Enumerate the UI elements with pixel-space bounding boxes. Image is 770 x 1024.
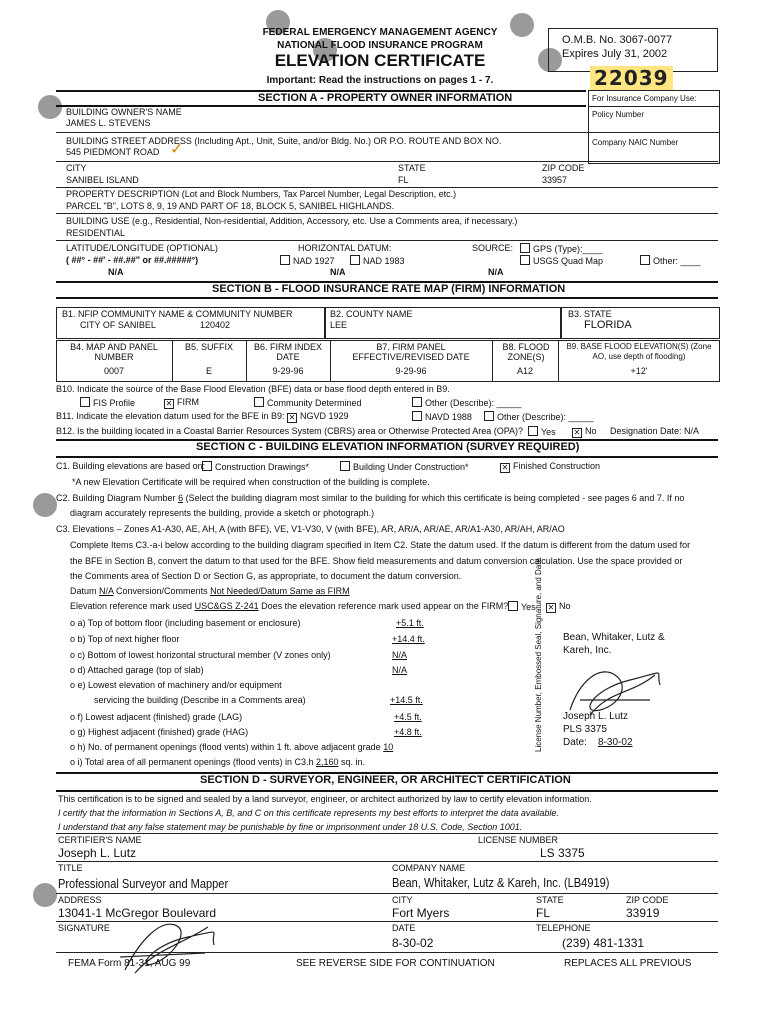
b4-value: 0007 bbox=[103, 366, 125, 376]
other-source-checkbox[interactable]: Other: ____ bbox=[640, 255, 701, 267]
section-c-heading: SECTION C - BUILDING ELEVATION INFORMATION (SURVEY REQUIRED) bbox=[196, 441, 580, 453]
false-statement-warning: I understand that any false statement may be punishable by fine or imprisonment under 18 U.S. Code, Section 1001. bbox=[58, 822, 523, 832]
city-label: CITY bbox=[66, 163, 87, 173]
zip-label: ZIP CODE bbox=[542, 163, 585, 173]
d-state: FL bbox=[536, 906, 551, 920]
elevation-item-value: +4.8 ft. bbox=[394, 727, 422, 737]
finished-construction-checkbox[interactable]: ✕ Finished Construction bbox=[501, 461, 601, 472]
new-certificate-note: *A new Elevation Certificate will be required when construction of the building is complete. bbox=[72, 477, 430, 487]
d-city: Fort Myers bbox=[392, 906, 450, 920]
b12-text: B12. Is the building located in a Coastal Barrier Resources System (CBRS) area or Otherwise Protected Area (OPA)? bbox=[56, 426, 524, 436]
elevation-reference-mark: Elevation reference mark used USC&GS Z-241 Does the elevation reference mark used appear on the FIRM? bbox=[70, 601, 509, 611]
elevation-item-label: o f) Lowest adjacent (finished) grade (LAG) bbox=[70, 712, 243, 722]
latlong-value: N/A bbox=[108, 267, 124, 277]
certifier-address: 13041-1 McGregor Boulevard bbox=[58, 906, 217, 920]
certifier-name-label: CERTIFIER'S NAME bbox=[58, 835, 142, 845]
b11-text: B11. Indicate the elevation datum used for the BFE in B9: ✕ NGVD 1929 bbox=[56, 411, 349, 422]
navd-checkbox[interactable]: NAVD 1988 bbox=[412, 411, 472, 423]
street-address: 545 PIEDMONT ROAD bbox=[66, 147, 160, 157]
d-zip-label: ZIP CODE bbox=[626, 895, 669, 905]
d-zip: 33919 bbox=[626, 906, 660, 920]
elevation-item-label: o g) Highest adjacent (finished) grade (HAG) bbox=[70, 727, 249, 737]
company-name: Bean, Whitaker, Lutz & Kareh, Inc. (LB4919) bbox=[392, 875, 610, 890]
elevation-item-label: o b) Top of next higher floor bbox=[70, 634, 180, 644]
flood-vent-count: o h) No. of permanent openings (flood vents) within 1 ft. above adjacent grade 10 bbox=[70, 742, 394, 752]
company-name-label: COMPANY NAME bbox=[392, 863, 466, 873]
reverse-side-note: SEE REVERSE SIDE FOR CONTINUATION bbox=[296, 958, 495, 969]
seal-company-cont: Kareh, Inc. bbox=[563, 645, 612, 656]
c3-paragraph-3: the Comments area of Section D or Section G, as appropriate, to document the datum conversion. bbox=[70, 571, 462, 581]
b5-value: E bbox=[205, 366, 212, 376]
elevation-item-value: +5.1 ft. bbox=[396, 618, 424, 628]
seal-name: Joseph L. Lutz bbox=[563, 711, 629, 722]
b2-label: B2. COUNTY NAME bbox=[330, 309, 413, 319]
checkmark-icon: ✓ bbox=[170, 141, 184, 158]
c2-text: C2. Building Diagram Number 6 (Select the building diagram most similar to the building for which this certificate is being completed - see pages 6 and 7. If no bbox=[56, 493, 685, 503]
b1-community-number: 120402 bbox=[200, 320, 231, 330]
c3-paragraph-1: Complete Items C3.-a-i below according to the building diagram specified in Item C2. State the datum used. If the datum is different from the datum used for bbox=[70, 540, 691, 550]
elevation-item-value: N/A bbox=[392, 650, 408, 660]
certifier-name: Joseph L. Lutz bbox=[58, 846, 137, 860]
b8-label: B8. FLOOD ZONE(S) bbox=[502, 342, 550, 362]
city-value: SANIBEL ISLAND bbox=[66, 175, 139, 185]
policy-number-label: Policy Number bbox=[592, 110, 645, 119]
erm-no-checkbox[interactable]: ✕ No bbox=[547, 601, 571, 612]
under-construction-checkbox[interactable]: Building Under Construction* bbox=[340, 461, 469, 473]
owner-name-label: BUILDING OWNER'S NAME bbox=[66, 107, 182, 117]
latlong-label: LATITUDE/LONGITUDE (OPTIONAL) bbox=[66, 243, 218, 253]
license-number: LS 3375 bbox=[540, 846, 585, 860]
elevation-item-value: +14.4 ft. bbox=[392, 634, 425, 644]
b1-community-name: CITY OF SANIBEL bbox=[80, 320, 156, 330]
seal-license: PLS 3375 bbox=[563, 724, 607, 735]
owner-name: JAMES L. STEVENS bbox=[66, 118, 151, 128]
agency-name: FEDERAL EMERGENCY MANAGEMENT AGENCY bbox=[262, 27, 498, 38]
page-title: ELEVATION CERTIFICATE bbox=[274, 51, 486, 70]
building-use: RESIDENTIAL bbox=[66, 228, 126, 238]
b7-label: B7. FIRM PANEL EFFECTIVE/REVISED DATE bbox=[352, 342, 470, 362]
b9-value: +12' bbox=[630, 366, 648, 376]
source-value: N/A bbox=[488, 267, 504, 277]
program-name: NATIONAL FLOOD INSURANCE PROGRAM bbox=[277, 40, 483, 51]
c3-text: C3. Elevations – Zones A1-A30, AE, AH, A (with BFE), VE, V1-V30, V (with BFE), AR, AR/A, AR/AE, AR/A1-A30, AR/AH, AR/AO bbox=[56, 524, 565, 534]
c3-paragraph-2: the BFE in Section B, convert the datum to that used for the BFE. Show field measurements and datum conversion calculation. Use the space provided or bbox=[70, 556, 683, 566]
community-checkbox[interactable]: Community Determined bbox=[254, 397, 362, 409]
nad1927-checkbox[interactable]: NAD 1927 bbox=[280, 255, 335, 267]
b10-text: B10. Indicate the source of the Base Flood Elevation (BFE) data or base flood depth entered in B9. bbox=[56, 384, 450, 394]
elevation-item-label: servicing the building (Describe in a Comments area) bbox=[94, 695, 306, 705]
cbrs-no-checkbox[interactable]: ✕ No bbox=[573, 426, 597, 437]
usgs-checkbox[interactable]: USGS Quad Map bbox=[520, 255, 603, 267]
property-description-label: PROPERTY DESCRIPTION (Lot and Block Numbers, Tax Parcel Number, Legal Description, etc.) bbox=[66, 189, 457, 199]
punch-hole bbox=[33, 883, 57, 907]
handwritten-stamp-number: 22039 bbox=[590, 66, 673, 90]
telephone-number: (239) 481-1331 bbox=[562, 936, 645, 950]
horizontal-datum-label: HORIZONTAL DATUM: bbox=[298, 243, 392, 253]
building-use-label: BUILDING USE (e.g., Residential, Non-residential, Addition, Accessory, etc. Use a Comments area, if necessary.) bbox=[66, 216, 518, 226]
punch-hole bbox=[38, 95, 62, 119]
state-value: FL bbox=[398, 175, 409, 185]
latlong-format: ( ##° - ##' - ##.##" or ##.#####°) bbox=[66, 255, 199, 265]
section-a-heading: SECTION A - PROPERTY OWNER INFORMATION bbox=[258, 92, 513, 104]
important-note: Important: Read the instructions on pages 1 - 7. bbox=[266, 75, 494, 86]
horizontal-datum-value: N/A bbox=[330, 267, 346, 277]
b2-county: LEE bbox=[330, 320, 348, 330]
seal-date: Date: 8-30-02 bbox=[563, 737, 633, 748]
b4-label: B4. MAP AND PANEL NUMBER bbox=[70, 342, 158, 362]
seal-caption: License Number, Embossed Seal, Signature, and Date bbox=[534, 558, 543, 752]
property-description: PARCEL "B", LOTS 8, 9, 19 AND PART OF 18, BLOCK 5, SANIBEL HIGHLANDS. bbox=[66, 201, 395, 211]
license-number-label: LICENSE NUMBER bbox=[478, 835, 559, 845]
b7-value: 9-29-96 bbox=[395, 366, 427, 376]
construction-drawings-checkbox[interactable]: Construction Drawings* bbox=[202, 461, 309, 473]
certification-statement: I certify that the information in Sections A, B, and C on this certificate represents my best efforts to interpret the data available. bbox=[58, 808, 559, 818]
d-city-label: CITY bbox=[392, 895, 413, 905]
section-d-heading: SECTION D - SURVEYOR, ENGINEER, OR ARCHITECT CERTIFICATION bbox=[200, 774, 571, 786]
b5-label: B5. SUFFIX bbox=[184, 342, 233, 352]
title-label: TITLE bbox=[58, 863, 83, 873]
punch-hole bbox=[33, 493, 57, 517]
elevation-item-value: +4.5 ft. bbox=[394, 712, 422, 722]
other-datum-checkbox[interactable]: Other (Describe): _____ bbox=[484, 411, 594, 423]
d-state-label: STATE bbox=[536, 895, 564, 905]
certification-text: This certification is to be signed and sealed by a land surveyor, engineer, or architect authorized by law to certify elevation information. bbox=[58, 794, 592, 804]
state-label: STATE bbox=[398, 163, 426, 173]
telephone-label: TELEPHONE bbox=[536, 923, 591, 933]
other-describe-checkbox[interactable]: Other (Describe): _____ bbox=[412, 397, 522, 409]
insurance-use-label: For Insurance Company Use: bbox=[592, 94, 697, 103]
nad1983-checkbox[interactable]: NAD 1983 bbox=[350, 255, 405, 267]
elevation-item-label: o d) Attached garage (top of slab) bbox=[70, 665, 204, 675]
b3-state: FLORIDA bbox=[584, 319, 632, 331]
elevation-item-label: o a) Top of bottom floor (including basement or enclosure) bbox=[70, 618, 301, 628]
replaces-note: REPLACES ALL PREVIOUS bbox=[564, 958, 692, 969]
fis-checkbox[interactable]: FIS Profile bbox=[80, 397, 135, 409]
b6-value: 9-29-96 bbox=[272, 366, 304, 376]
street-address-label: BUILDING STREET ADDRESS (Including Apt., Unit, Suite, and/or Bldg. No.) OR P.O. ROUTE AND BOX NO. bbox=[66, 136, 502, 146]
seal-company: Bean, Whitaker, Lutz & bbox=[563, 632, 665, 643]
firm-checkbox[interactable]: ✕ FIRM bbox=[165, 397, 199, 408]
b8-value: A12 bbox=[516, 366, 533, 376]
flood-vent-area: o i) Total area of all permanent openings (flood vents) in C3.h 2,160 sq. in. bbox=[70, 757, 366, 767]
gps-checkbox[interactable]: GPS (Type):____ bbox=[520, 243, 603, 255]
form-number: FEMA Form 81-31, AUG 99 bbox=[68, 958, 191, 969]
elevation-item-label: o c) Bottom of lowest horizontal structural member (V zones only) bbox=[70, 650, 331, 660]
elevation-item-label: o e) Lowest elevation of machinery and/or equipment bbox=[70, 680, 282, 690]
expiration-date: Expires July 31, 2002 bbox=[562, 48, 668, 60]
datum-line: Datum N/A Conversion/Comments Not Needed/Datum Same as FIRM bbox=[70, 586, 350, 596]
source-label: SOURCE: bbox=[472, 243, 514, 253]
designation-date: Designation Date: N/A bbox=[610, 426, 700, 436]
b6-label: B6. FIRM INDEX DATE bbox=[253, 342, 322, 362]
c1-text: C1. Building elevations are based on: bbox=[56, 461, 206, 471]
elevation-item-value: +14.5 ft. bbox=[390, 695, 423, 705]
certification-date: 8-30-02 bbox=[392, 936, 434, 950]
certifier-title: Professional Surveyor and Mapper bbox=[58, 876, 229, 891]
cbrs-yes-checkbox[interactable]: Yes bbox=[528, 426, 556, 438]
date-label: DATE bbox=[392, 923, 416, 933]
elevation-item-value: N/A bbox=[392, 665, 408, 675]
erm-yes-checkbox[interactable]: Yes bbox=[508, 601, 536, 613]
zip-value: 33957 bbox=[542, 175, 568, 185]
b1-label: B1. NFIP COMMUNITY NAME & COMMUNITY NUMBER bbox=[62, 309, 293, 319]
b9-label: B9. BASE FLOOD ELEVATION(S) (Zone AO, use depth of flooding) bbox=[566, 342, 712, 361]
punch-hole bbox=[510, 13, 534, 37]
c2-text-cont: diagram accurately represents the building, provide a sketch or photograph.) bbox=[70, 508, 375, 518]
omb-number: O.M.B. No. 3067-0077 bbox=[562, 34, 673, 46]
address-label: ADDRESS bbox=[58, 895, 102, 905]
naic-label: Company NAIC Number bbox=[592, 138, 679, 147]
section-b-heading: SECTION B - FLOOD INSURANCE RATE MAP (FIRM) INFORMATION bbox=[212, 283, 566, 295]
signature-label: SIGNATURE bbox=[58, 923, 110, 933]
b3-label: B3. STATE bbox=[568, 309, 612, 319]
